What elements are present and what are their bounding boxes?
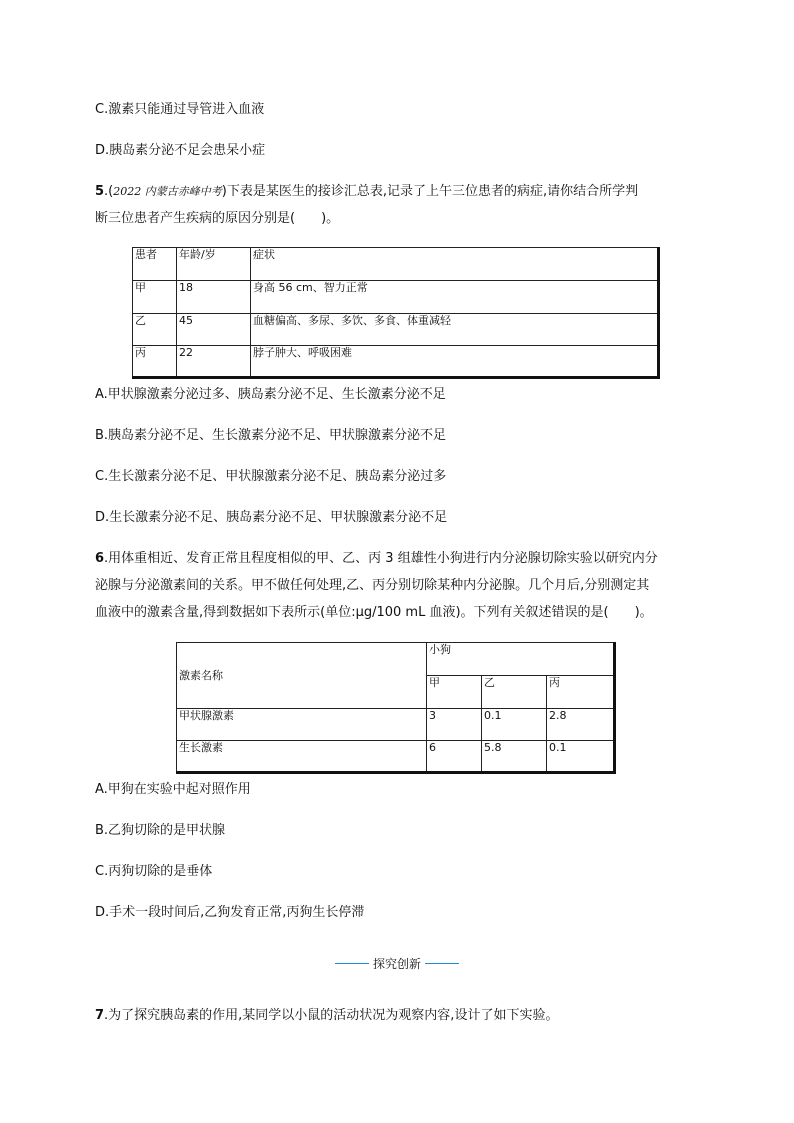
table-cell: 5.8 [482,741,547,773]
table-cell: 甲状腺激素 [177,709,427,741]
table-cell: 18 [177,281,251,314]
q5-stem-text: )下表是某医生的接诊汇总表,记录了上午三位患者的病症,请你结合所学判 [221,184,639,199]
divider-right [425,963,459,964]
q6-option-c: C.丙狗切除的是垂体 [95,864,213,879]
table-cell: 45 [177,314,251,346]
q5-option-a: A.甲状腺激素分泌过多、胰岛素分泌不足、生长激素分泌不足 [95,387,446,402]
q5-stem-open: .( [104,184,114,199]
q6-stem-line1 [95,550,658,568]
q5-option-b: B.胰岛素分泌不足、生长激素分泌不足、甲状腺激素分泌不足 [95,428,447,443]
section-title: 探究创新 [372,956,421,971]
table-cell: 甲 [133,281,177,314]
table-cell: 生长激素 [177,741,427,773]
subheader-cell: 丙 [547,676,615,709]
table-row [177,741,615,773]
q5-option-d: D.生长激素分泌不足、胰岛素分泌不足、甲状腺激素分泌不足 [95,510,448,525]
table-cell: 22 [177,346,251,378]
table-cell: 2.8 [547,709,615,741]
q6-stem-line2: 泌腺与分泌激素间的关系。甲不做任何处理,乙、丙分别切除某种内分泌腺。几个月后,分别测定其 [95,578,650,593]
group-header-cell: 小狗 [427,643,615,676]
q5-option-c: C.生长激素分泌不足、甲状腺激素分泌不足、胰岛素分泌过多 [95,469,447,484]
q6-option-a: A.甲狗在实验中起对照作用 [95,782,251,797]
table-cell: 6 [427,741,482,773]
table-cell: 乙 [133,314,177,346]
q6-number: 6 [95,551,105,566]
q6-option-d: D.手术一段时间后,乙狗发育正常,丙狗生长停滞 [95,905,365,920]
table-cell: 身高 56 cm、智力正常 [251,281,659,314]
q5-source: 2022 内蒙古赤峰中考 [113,185,222,198]
q4-option-c: C.激素只能通过导管进入血液 [95,102,265,117]
divider-left [335,963,369,964]
q4-option-d: D.胰岛素分泌不足会患呆小症 [95,143,266,158]
q5-patient-table [132,247,660,379]
table-row [177,709,615,741]
subheader-cell: 乙 [482,676,547,709]
table-cell: 丙 [133,346,177,378]
q6-stem-text: .用体重相近、发育正常且程度相似的甲、乙、丙 3 组雄性小狗进行内分泌腺切除实验以研究内分 [104,551,658,566]
table-cell: 0.1 [547,741,615,773]
q5-stem-line2: 断三位患者产生疾病的原因分别是( )。 [95,211,340,226]
subheader-cell: 甲 [427,676,482,709]
header-cell: 症状 [251,248,659,281]
q5-number: 5 [95,184,105,199]
q7-stem [95,1007,558,1025]
table-row [133,314,659,346]
table-cell: 血糖偏高、多尿、多饮、多食、体重减轻 [251,314,659,346]
q5-stem-line1 [95,183,638,201]
table-header-row [133,248,659,281]
section-heading [329,954,465,973]
q7-stem-text: .为了探究胰岛素的作用,某同学以小鼠的活动状况为观察内容,设计了如下实验。 [104,1008,559,1023]
q6-option-b: B.乙狗切除的是甲状腺 [95,823,226,838]
header-cell: 患者 [133,248,177,281]
table-row [133,281,659,314]
q7-number: 7 [95,1008,105,1023]
corner-header-cell: 激素名称 [177,643,427,709]
table-header-row [177,643,615,676]
table-cell: 脖子肿大、呼吸困难 [251,346,659,378]
q6-hormone-table [176,642,616,774]
table-row [133,346,659,378]
table-cell: 3 [427,709,482,741]
table-cell: 0.1 [482,709,547,741]
header-cell: 年龄/岁 [177,248,251,281]
q6-stem-line3: 血液中的激素含量,得到数据如下表所示(单位:μg/100 mL 血液)。下列有关叙述错误的是( )。 [95,605,653,620]
